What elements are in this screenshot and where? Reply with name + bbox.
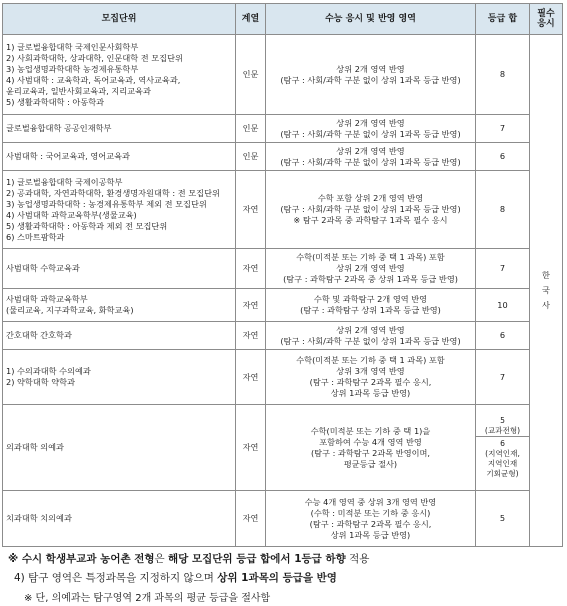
area-line: (탐구 : 사회/과학 구분 없이 상위 1과목 등급 반영) [280,74,461,85]
cell-unit [3,289,236,322]
grade-line: 5 [500,416,505,425]
unit-line: 4) 사범대학 과학교육학부(생물교육) [6,209,137,220]
unit-line: 5) 생활과학대학 : 아동학과 제외 전 모집단위 [6,220,168,231]
cell-grade: 8 [476,171,530,249]
unit-line: 2) 공과대학, 자연과학대학, 환경생명자원대학 : 전 모집단위 [6,187,220,198]
header-unit: 모집단위 [3,4,236,35]
cell-grade: 7 [476,350,530,405]
cell-area [266,350,476,405]
cell-area [266,289,476,322]
cell-unit [3,322,236,350]
area-line: 수학 포함 상위 2개 영역 반영 [317,193,424,203]
table-row [3,322,563,350]
area-line: 포함하여 수능 4개 영역 반영 [319,436,422,447]
header-category: 계열 [236,4,266,35]
cell-category: 자연 [236,322,266,350]
footer-note-1-a: ※ 수시 학생부교과 농어촌 전형 [8,553,155,565]
unit-line: 사범대학 수학교육과 [6,263,80,273]
area-line: (탐구 : 과학탐구 2과목 필수 응시, [309,377,432,387]
cell-category: 인문 [236,35,266,115]
grade-line: (교과전형) [484,426,521,435]
grade-line: 기회균형) [486,469,519,478]
footer-note-1-b: 은 [154,553,169,565]
area-line: 상위 2개 영역 반영 [336,263,405,273]
area-line: 수능 4개 영역 중 상위 3개 영역 반영 [304,496,437,507]
area-line: 상위 2개 영역 반영 [336,117,405,128]
header-area: 수능 응시 및 반영 영역 [266,4,476,35]
cell-area [266,171,476,249]
area-line: 상위 3개 영역 반영 [336,366,405,376]
unit-line: 2) 사회과학대학, 상과대학, 인문대학 전 모집단위 [6,52,183,63]
cell-required-subject [530,35,563,547]
area-line: (탐구 : 사회/과학 구분 없이 상위 1과목 등급 반영) [280,335,461,346]
area-line: 상위 2개 영역 반영 [336,63,405,74]
area-line: (탐구 : 사회/과학 구분 없이 상위 1과목 등급 반영) [280,204,461,214]
cell-category: 자연 [236,249,266,289]
footer-note-2 [14,570,337,585]
unit-line: 치과대학 치의예과 [6,513,72,523]
unit-line: 3) 농업생명과학대학 : 농경제유통학부 제외 전 모집단위 [6,198,207,209]
header-required: 필수 응시 [530,4,563,35]
cell-grade: 7 [476,249,530,289]
cell-unit [3,115,236,143]
unit-line: 간호대학 간호학과 [6,330,72,340]
cell-grade: 5 [476,491,530,547]
cell-grade: 6 [476,322,530,350]
cell-unit [3,491,236,547]
unit-line: 3) 농업생명과학대학 농경제유통학부 [6,63,139,74]
table-row [3,171,563,249]
cell-category: 자연 [236,171,266,249]
area-line: ※ 탐구 2과목 중 과학탐구 1과목 필수 응시 [293,215,448,225]
cell-category: 자연 [236,350,266,405]
required-subject-text: 한국사 [542,270,550,310]
area-line: 상위 2개 영역 반영 [336,324,405,335]
cell-grade: 8 [476,35,530,115]
area-line: (수학 : 미적분 또는 기하 중 응시) [310,507,431,518]
unit-line: 글로벌융합대학 공공인재학부 [6,123,112,133]
area-line: 상위 2개 영역 반영 [336,145,405,156]
cell-category: 자연 [236,289,266,322]
footer-note-2-b: 상위 1과목의 등급을 반영 [217,572,337,584]
unit-line: 1) 글로벌융합대학 국제이공학부 [6,176,123,187]
cell-unit [3,405,236,491]
table-row [3,289,563,322]
cell-unit [3,35,236,115]
area-line: 수학(미적분 또는 기하 중 택 1 과목) 포함 [296,252,445,262]
unit-line: 2) 약학대학 약학과 [6,377,75,387]
table-header-row [3,4,563,35]
header-grade: 등급 합 [476,4,530,35]
footer-note-1-d: 적용 [345,553,370,565]
cell-category: 자연 [236,491,266,547]
cell-area [266,115,476,143]
footer-note-1-c: 해당 모집단위 등급 합에서 1등급 하향 [168,553,346,565]
footer-note-1 [8,551,369,566]
cell-area [266,405,476,491]
unit-line: 1) 수의과대학 수의예과 [6,366,91,376]
table-row [3,35,563,115]
unit-line: 4) 사범대학 : 교육학과, 독어교육과, 역사교육과, [6,74,181,85]
cell-area [266,249,476,289]
unit-line: 윤리교육과, 일반사회교육과, 지리교육과 [6,85,151,96]
area-line: (탐구 : 과학탐구 상위 1과목 등급 반영) [300,305,441,315]
area-line: 상위 1과목 등급 반영) [330,388,411,398]
area-line: 수학(미적분 또는 기하 중 택 1 과목) 포함 [296,355,445,365]
cell-grade: 10 [476,289,530,322]
unit-line: 6) 스마트팜학과 [6,231,65,242]
area-line: (탐구 : 사회/과학 구분 없이 상위 1과목 등급 반영) [280,156,461,167]
area-line: 상위 1과목 등급 반영) [330,529,411,540]
unit-line: (물리교육, 지구과학교육, 화학교육) [6,305,134,315]
cell-area [266,35,476,115]
area-line: (탐구 : 과학탐구 2과목 중 상위 1과목 등급 반영) [283,274,458,284]
cell-category: 인문 [236,115,266,143]
cell-category: 인문 [236,143,266,171]
requirements-table [2,3,563,547]
unit-line: 5) 생활과학대학 : 아동학과 [6,96,105,107]
cell-grade: 6 [476,143,530,171]
unit-line: 1) 글로벌융합대학 국제인문사회학부 [6,41,139,52]
unit-line: 사범대학 과학교육학부 [6,294,88,304]
cell-area [266,143,476,171]
table-row [3,491,563,547]
grade-line: (지역인재, [485,449,520,458]
area-line: (탐구 : 과학탐구 2과목 필수 응시, [309,518,432,529]
cell-unit [3,143,236,171]
cell-grade: 7 [476,115,530,143]
area-line: 수학 및 과학탐구 2개 영역 반영 [313,294,428,304]
table-row [3,249,563,289]
footer-note-2-a: 4) 탐구 영역은 특정과목을 지정하지 않으며 [14,572,218,584]
table-row [3,143,563,171]
cell-unit [3,350,236,405]
grade-line: 지역인재 [487,459,518,468]
unit-line: 사범대학 : 국어교육과, 영어교육과 [6,151,130,161]
cell-unit [3,171,236,249]
cell-area [266,322,476,350]
cell-grade [476,405,530,491]
grade-line: 6 [476,436,529,449]
area-line: (탐구 : 사회/과학 구분 없이 상위 1과목 등급 반영) [280,128,461,139]
cell-area [266,491,476,547]
area-line: 수학(미적분 또는 기하 중 택 1)을 [310,425,431,436]
footer-note-3: ※ 단, 의예과는 탐구영역 2개 과목의 평균 등급을 절사함 [24,593,271,604]
cell-unit [3,249,236,289]
unit-line: 의과대학 의예과 [6,442,64,452]
table-row [3,115,563,143]
cell-category: 자연 [236,405,266,491]
area-line: 평균등급 절사) [343,458,398,469]
area-line: (탐구 : 과학탐구 2과목 반영이며, [310,447,431,458]
table-row [3,405,563,491]
table-row [3,350,563,405]
